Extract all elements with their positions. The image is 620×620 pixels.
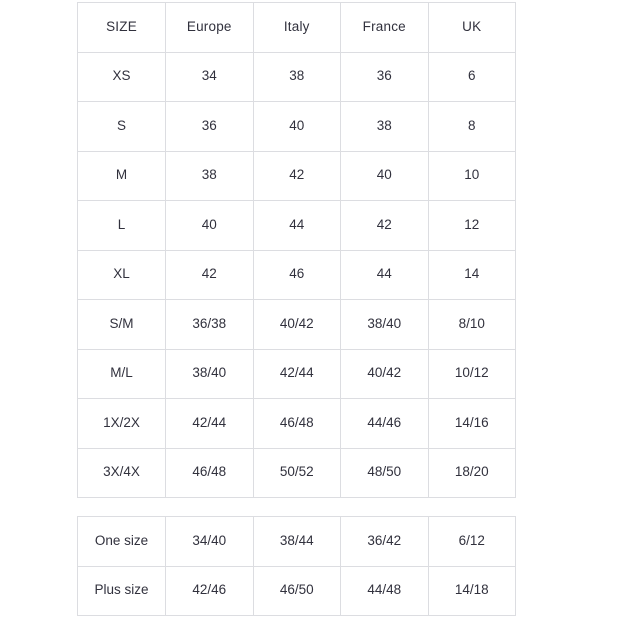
table-header bbox=[78, 3, 516, 53]
cell-m-l-europe: 38/40 bbox=[166, 349, 254, 399]
cell-m-uk: 10 bbox=[428, 151, 516, 201]
table-row bbox=[78, 102, 516, 152]
table-row bbox=[78, 448, 516, 498]
table-header-row bbox=[78, 3, 516, 53]
cell-xl-france: 44 bbox=[341, 250, 429, 300]
cell-1x-2x-italy: 46/48 bbox=[253, 399, 341, 449]
row-label-l: L bbox=[78, 201, 166, 251]
row-label-one-size: One size bbox=[78, 517, 166, 567]
secondary-table-body bbox=[78, 517, 516, 616]
cell-xl-uk: 14 bbox=[428, 250, 516, 300]
main-size-table bbox=[77, 2, 516, 498]
header-europe: Europe bbox=[166, 3, 254, 53]
cell-m-l-italy: 42/44 bbox=[253, 349, 341, 399]
table-row bbox=[78, 201, 516, 251]
cell-l-uk: 12 bbox=[428, 201, 516, 251]
cell-xs-europe: 34 bbox=[166, 52, 254, 102]
cell-3x-4x-uk: 18/20 bbox=[428, 448, 516, 498]
row-label-m-l: M/L bbox=[78, 349, 166, 399]
cell-one-size-uk: 6/12 bbox=[428, 517, 516, 567]
cell-one-size-france: 36/42 bbox=[341, 517, 429, 567]
cell-one-size-italy: 38/44 bbox=[253, 517, 341, 567]
table-body bbox=[78, 52, 516, 498]
cell-l-europe: 40 bbox=[166, 201, 254, 251]
cell-xl-europe: 42 bbox=[166, 250, 254, 300]
cell-plus-size-italy: 46/50 bbox=[253, 566, 341, 616]
cell-l-italy: 44 bbox=[253, 201, 341, 251]
cell-plus-size-uk: 14/18 bbox=[428, 566, 516, 616]
table-row bbox=[78, 250, 516, 300]
cell-xl-italy: 46 bbox=[253, 250, 341, 300]
cell-m-france: 40 bbox=[341, 151, 429, 201]
row-label-xl: XL bbox=[78, 250, 166, 300]
main-size-table-container bbox=[77, 2, 515, 498]
row-label-m: M bbox=[78, 151, 166, 201]
row-label-3x-4x: 3X/4X bbox=[78, 448, 166, 498]
table-row bbox=[78, 151, 516, 201]
row-label-1x-2x: 1X/2X bbox=[78, 399, 166, 449]
cell-s-m-italy: 40/42 bbox=[253, 300, 341, 350]
table-row bbox=[78, 52, 516, 102]
secondary-size-table-container bbox=[77, 516, 515, 616]
cell-s-italy: 40 bbox=[253, 102, 341, 152]
cell-m-l-uk: 10/12 bbox=[428, 349, 516, 399]
header-france: France bbox=[341, 3, 429, 53]
secondary-size-table bbox=[77, 516, 516, 616]
table-row bbox=[78, 517, 516, 567]
cell-xs-uk: 6 bbox=[428, 52, 516, 102]
table-row bbox=[78, 566, 516, 616]
cell-s-m-uk: 8/10 bbox=[428, 300, 516, 350]
row-label-xs: XS bbox=[78, 52, 166, 102]
header-italy: Italy bbox=[253, 3, 341, 53]
table-row bbox=[78, 300, 516, 350]
table-row bbox=[78, 399, 516, 449]
header-size: SIZE bbox=[78, 3, 166, 53]
row-label-plus-size: Plus size bbox=[78, 566, 166, 616]
header-uk: UK bbox=[428, 3, 516, 53]
cell-s-m-europe: 36/38 bbox=[166, 300, 254, 350]
cell-1x-2x-europe: 42/44 bbox=[166, 399, 254, 449]
cell-3x-4x-italy: 50/52 bbox=[253, 448, 341, 498]
cell-m-l-france: 40/42 bbox=[341, 349, 429, 399]
cell-s-france: 38 bbox=[341, 102, 429, 152]
table-row bbox=[78, 349, 516, 399]
cell-xs-france: 36 bbox=[341, 52, 429, 102]
cell-m-italy: 42 bbox=[253, 151, 341, 201]
cell-plus-size-europe: 42/46 bbox=[166, 566, 254, 616]
cell-s-m-france: 38/40 bbox=[341, 300, 429, 350]
cell-s-europe: 36 bbox=[166, 102, 254, 152]
cell-xs-italy: 38 bbox=[253, 52, 341, 102]
row-label-s-m: S/M bbox=[78, 300, 166, 350]
cell-1x-2x-france: 44/46 bbox=[341, 399, 429, 449]
cell-3x-4x-europe: 46/48 bbox=[166, 448, 254, 498]
cell-3x-4x-france: 48/50 bbox=[341, 448, 429, 498]
cell-one-size-europe: 34/40 bbox=[166, 517, 254, 567]
row-label-s: S bbox=[78, 102, 166, 152]
cell-l-france: 42 bbox=[341, 201, 429, 251]
cell-s-uk: 8 bbox=[428, 102, 516, 152]
cell-1x-2x-uk: 14/16 bbox=[428, 399, 516, 449]
cell-m-europe: 38 bbox=[166, 151, 254, 201]
cell-plus-size-france: 44/48 bbox=[341, 566, 429, 616]
